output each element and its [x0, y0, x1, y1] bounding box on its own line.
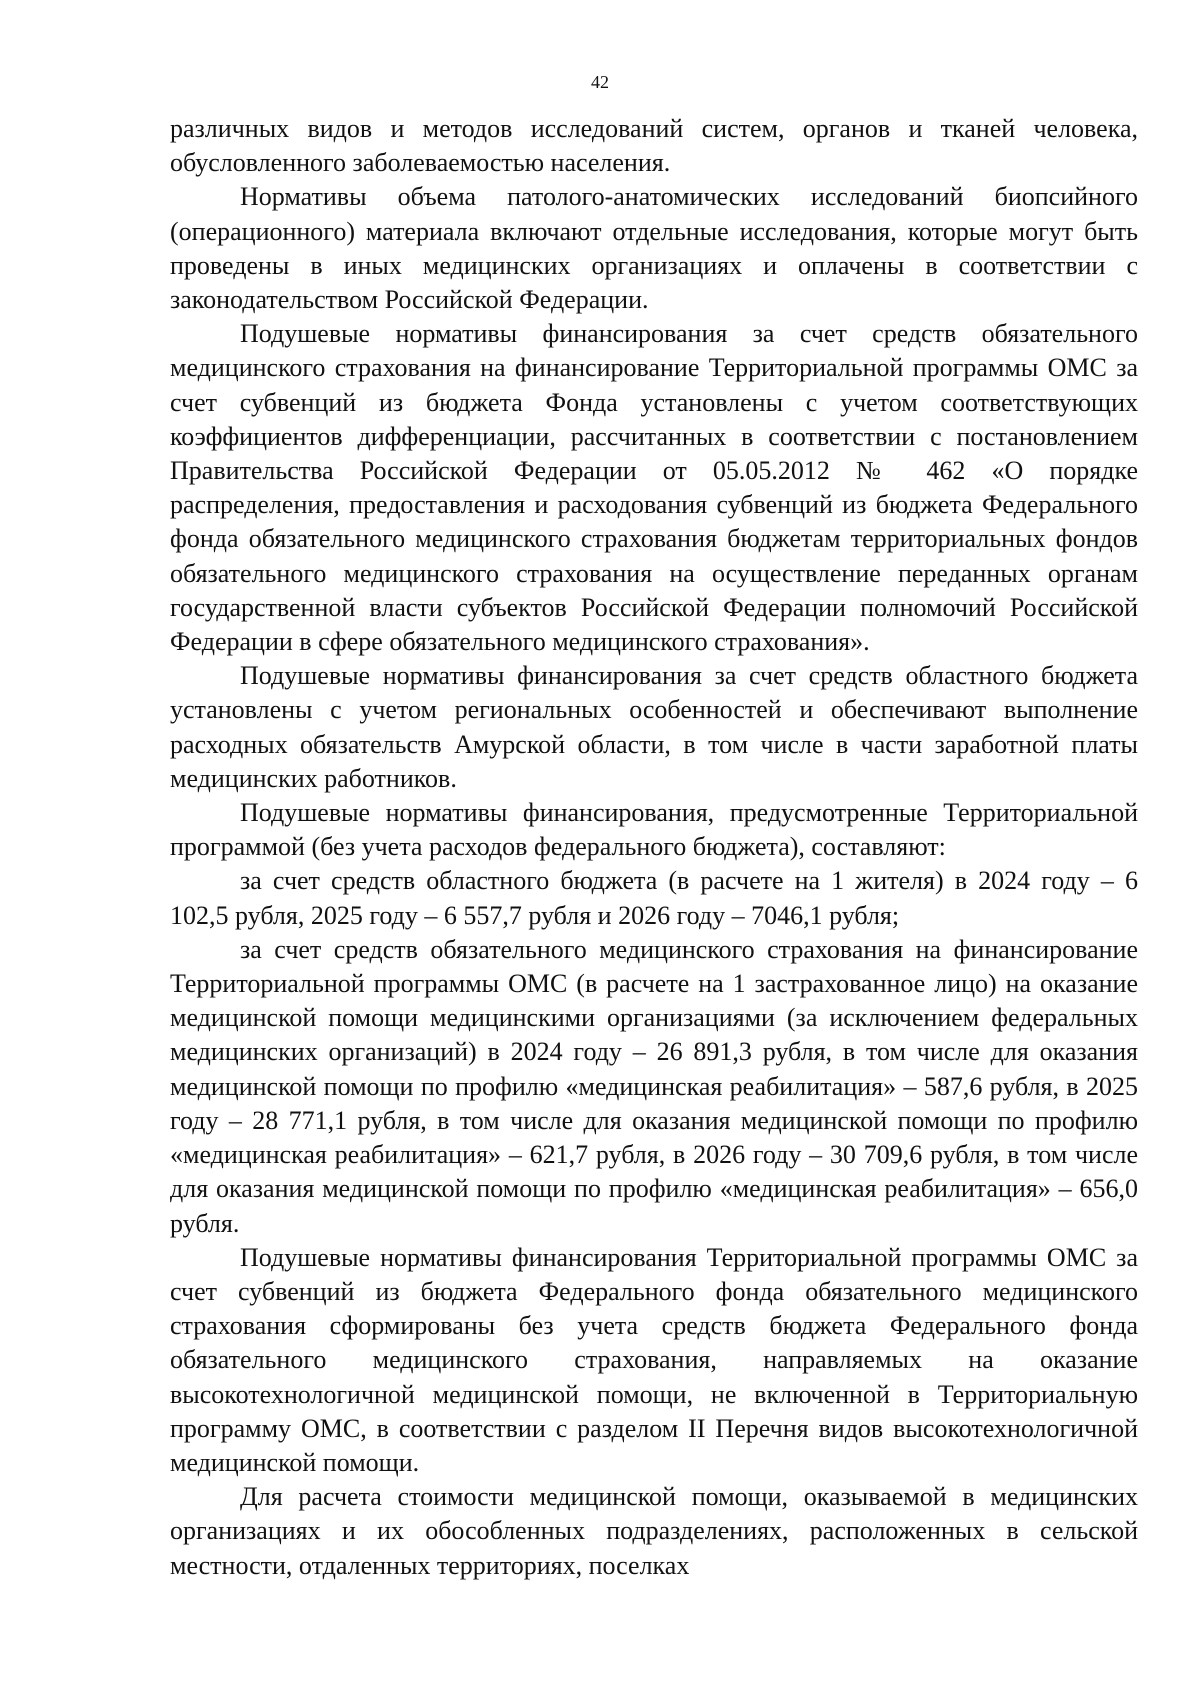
paragraph-9: Для расчета стоимости медицинской помощи, оказываемой в медицинских организациях и их обособленных подразделениях, расположенных в сельской местности, отдаленных территориях, поселках	[170, 1482, 1138, 1580]
body-text	[170, 112, 1138, 1583]
paragraph-8: Подушевые нормативы финансирования Территориальной программы ОМС за счет субвенций из бюджета Федерального фонда обязательного медицинского страхования сформированы без учета средств бюджета Федерального фонда обязательного медицинского страхования, направляемых на оказание высокотехнологичной медицинской помощи, не включенной в Территориальную программу ОМС, в соответствии с разделом II Перечня видов высокотехнологичной медицинской помощи.	[170, 1242, 1138, 1477]
paragraph-7: за счет средств обязательного медицинского страхования на финансирование Территориальной программы ОМС (в расчете на 1 застрахованное лицо) на оказание медицинской помощи медицинскими организациями (за исключением федеральных медицинских организаций) в 2024 году – 26 891,3 рубля, в том числе для оказания медицинской помощи по профилю «медицинская реабилитация» – 587,6 рубля, в 2025 году – 28 771,1 рубля, в том числе для оказания медицинской помощи по профилю «медицинская реабилитация» – 621,7 рубля, в 2026 году – 30 709,6 рубля, в том числе для оказания медицинской помощи по профилю «медицинская реабилитация» – 656,0 рубля.	[170, 934, 1138, 1238]
paragraph-1: различных видов и методов исследований систем, органов и тканей человека, обусловленного заболеваемостью населения.	[170, 114, 1138, 178]
paragraph-4: Подушевые нормативы финансирования за счет средств областного бюджета установлены с учетом региональных особенностей и обеспечивают выполнение расходных обязательств Амурской области, в том числе в части заработной платы медицинских работников.	[170, 661, 1138, 793]
paragraph-6: за счет средств областного бюджета (в расчете на 1 жителя) в 2024 году – 6 102,5 рубля, 2025 году – 6 557,7 рубля и 2026 году – 7046,1 рубля;	[170, 866, 1138, 930]
paragraph-3: Подушевые нормативы финансирования за счет средств обязательного медицинского страхования на финансирование Территориальной программы ОМС за счет субвенций из бюджета Фонда установлены с учетом соответствующих коэффициентов дифференциации, рассчитанных в соответствии с постановлением Правительства Российской Федерации от 05.05.2012 № 462 «О порядке распределения, предоставления и расходования субвенций из бюджета Федерального фонда обязательного медицинского страхования бюджетам территориальных фондов обязательного медицинского страхования на осуществление переданных органам государственной власти субъектов Российской Федерации полномочий Российской Федерации в сфере обязательного медицинского страхования».	[170, 319, 1138, 657]
paragraph-2: Нормативы объема патолого-анатомических исследований биопсийного (операционного) материала включают отдельные исследования, которые могут быть проведены в иных медицинских организациях и оплачены в соответствии с законодательством Российской Федерации.	[170, 182, 1138, 315]
paragraph-5: Подушевые нормативы финансирования, предусмотренные Территориальной программой (без учета расходов федерального бюджета), составляют:	[170, 798, 1138, 862]
page-number: 42	[591, 72, 609, 92]
